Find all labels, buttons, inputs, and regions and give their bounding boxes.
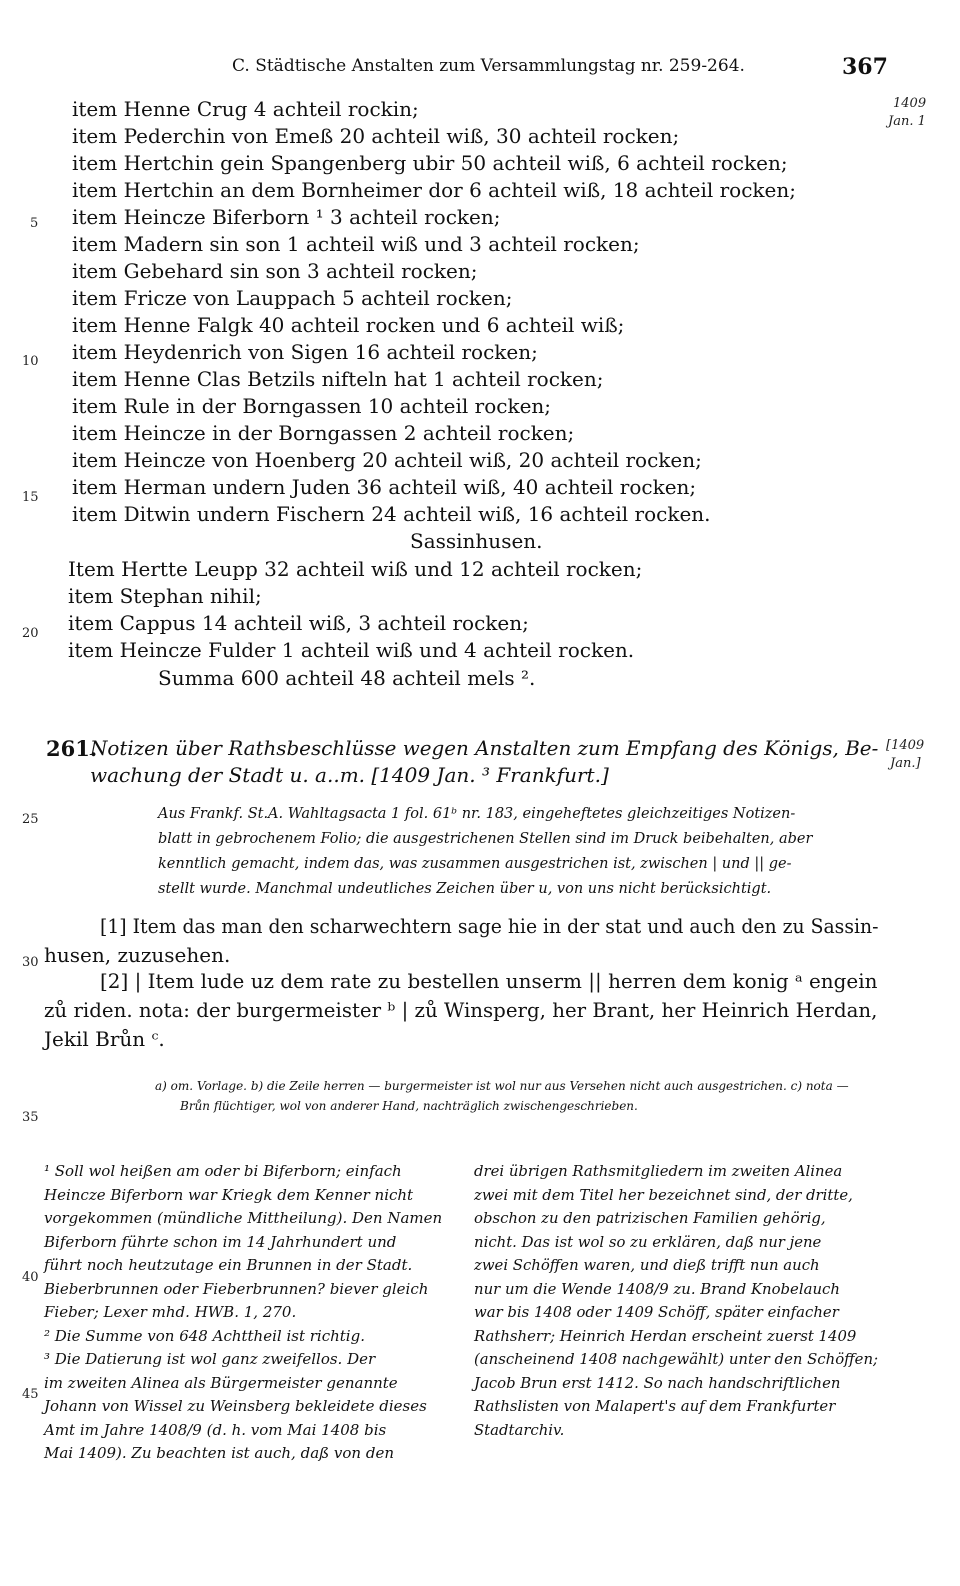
list-line: item Madern sin son 1 achteil wiß und 3 achteil rocken; [72, 232, 640, 256]
footnote-line: Stadtarchiv. [474, 1420, 565, 1439]
list-line: item Pederchin von Emeß 20 achteil wiß, 30 achteil rocken; [72, 124, 680, 148]
text-line: husen, zuzusehen. [44, 943, 231, 967]
footnote-line: Rathslisten von Malapert's auf dem Frankfurter [474, 1397, 836, 1415]
list-line: item Heincze von Hoenberg 20 achteil wiß, 20 achteil rocken; [72, 448, 702, 472]
line-number: 45 [22, 1387, 39, 1402]
footnote-line: war bis 1408 oder 1409 Schöff, später einfacher [474, 1303, 839, 1321]
contribution-list [72, 96, 796, 528]
footnote-line: Heincze Biferborn war Kriegk dem Kenner nicht [44, 1185, 414, 1204]
list-line: Item Hertte Leupp 32 achteil wiß und 12 achteil rocken; [68, 557, 643, 581]
section-title-line-1: Notizen über Rathsbeschlüsse wegen Anstalten zum Empfang des Königs, Be- [90, 736, 879, 760]
footnote-line: vorgekommen (mündliche Mittheilung). Den Namen [44, 1209, 443, 1227]
footnote-line: Mai 1409). Zu beachten ist auch, daß von den [44, 1444, 394, 1462]
footnote-line: Fieber; Lexer mhd. HWB. 1, 270. [44, 1303, 297, 1321]
list-line: item Ditwin undern Fischern 24 achteil wiß, 16 achteil rocken. [72, 502, 711, 526]
page-number: 367 [842, 54, 888, 80]
list-line: item Heincze in der Borngassen 2 achteil rocken; [72, 421, 575, 445]
list-line: item Cappus 14 achteil wiß, 3 achteil rocken; [68, 611, 529, 635]
list-line: item Heincze Fulder 1 achteil wiß und 4 achteil rocken. [68, 638, 635, 662]
list-line: item Heincze Biferborn ¹ 3 achteil rocken; [72, 205, 501, 229]
list-line: item Rule in der Borngassen 10 achteil rocken; [72, 394, 552, 418]
footnote-line: ¹ Soll wol heißen am oder bi Biferborn; einfach [44, 1162, 402, 1180]
line-number: 25 [22, 812, 39, 827]
footnote-line: zwei mit dem Titel her bezeichnet sind, der dritte, [474, 1185, 853, 1204]
list-line: item Henne Crug 4 achteil rockin; [72, 97, 419, 121]
text-line: Jekil Brůn ᶜ. [44, 1027, 165, 1051]
footnote-line: nicht. Das ist wol so zu erklären, daß nur jene [474, 1232, 822, 1251]
section-title-line-2: wachung der Stadt u. a..m. [1409 Jan. ³ Frankfurt.] [90, 763, 609, 787]
footnote-line: Biferborn führte schon im 14 Jahrhundert und [44, 1232, 397, 1251]
footnote-line: ² Die Summe von 648 Achttheil ist richtig. [44, 1326, 365, 1345]
line-number: 10 [22, 354, 39, 369]
section-margin-date: Jan.] [890, 756, 921, 771]
summa-line: Summa 600 achteil 48 achteil mels ². [158, 666, 536, 690]
list-line: item Stephan nihil; [68, 584, 262, 608]
source-note [158, 802, 812, 902]
line-number: 20 [22, 626, 39, 641]
running-header: C. Städtische Anstalten zum Versammlungstag nr. 259-264. [232, 56, 745, 76]
footnote-line: Rathsherr; Heinrich Herdan erscheint zuerst 1409 [474, 1326, 857, 1345]
text-line: [1] Item das man den scharwechtern sage hie in der stat und auch den zu Sassin- [100, 914, 879, 938]
margin-year: 1409 [893, 96, 927, 111]
text-line: zů riden. nota: der burgermeister ᵇ | zů Winsperg, her Brant, her Heinrich Herdan, [44, 998, 878, 1022]
list-line: item Fricze von Lauppach 5 achteil rocken; [72, 286, 513, 310]
footnote-line: drei übrigen Rathsmitgliedern im zweiten Alinea [474, 1162, 843, 1180]
list-line: item Henne Falgk 40 achteil rocken und 6 achteil wiß; [72, 313, 625, 337]
footnote-line: Bieberbrunnen oder Fieberbrunnen? biever gleich [44, 1279, 429, 1298]
margin-date: Jan. 1 [888, 114, 926, 129]
source-line: kenntlich gemacht, indem das, was zusammen ausgestrichen ist, zwischen | und || ge- [158, 856, 792, 872]
apparatus-line: a) om. Vorlage. b) die Zeile herren — burgermeister ist wol nur aus Versehen nicht auch ausgestrichen. c) nota — [155, 1079, 849, 1093]
line-number: 5 [30, 216, 39, 231]
line-number: 40 [22, 1270, 39, 1285]
footnotes-right-column [474, 1160, 882, 1442]
section-number: 261. [46, 736, 98, 761]
source-line: blatt in gebrochenem Folio; die ausgestrichenen Stellen sind im Druck beibehalten, aber [158, 831, 813, 847]
contribution-list-2 [68, 556, 642, 664]
footnote-line: führt noch heutzutage ein Brunnen in der Stadt. [44, 1256, 413, 1274]
section-margin-year: [1409 [886, 738, 925, 753]
source-line: stellt wurde. Manchmal undeutliches Zeichen über u, von uns nicht berücksichtigt. [158, 881, 772, 897]
list-line: item Herman undern Juden 36 achteil wiß, 40 achteil rocken; [72, 475, 697, 499]
list-line: item Hertchin an dem Bornheimer dor 6 achteil wiß, 18 achteil rocken; [72, 178, 796, 202]
footnote-line: zwei Schöffen waren, und dieß trifft nun auch [474, 1256, 820, 1274]
footnotes-left-column [44, 1160, 442, 1466]
footnote-line: obschon zu den patrizischen Familien gehörig, [474, 1209, 826, 1227]
footnote-line: Jacob Brun erst 1412. So nach handschriftlichen [474, 1373, 841, 1392]
list-line: item Heydenrich von Sigen 16 achteil rocken; [72, 340, 538, 364]
line-number: 30 [22, 955, 39, 970]
line-number: 15 [22, 490, 39, 505]
footnote-line: ³ Die Datierung ist wol ganz zweifellos. Der [44, 1350, 376, 1368]
list-line: item Henne Clas Betzils nifteln hat 1 achteil rocken; [72, 367, 604, 391]
footnote-line: Johann von Wissel zu Weinsberg bekleidete dieses [44, 1397, 427, 1415]
footnote-line: (anscheinend 1408 nachgewählt) unter den Schöffen; [474, 1350, 879, 1368]
footnote-line: im zweiten Alinea als Bürgermeister genannte [44, 1373, 398, 1392]
line-number: 35 [22, 1110, 39, 1125]
place-heading: Sassinhusen. [410, 529, 543, 553]
text-line: [2] | Item lude uz dem rate zu bestellen unserm || herren dem konig ᵃ engein [100, 969, 878, 993]
list-line: item Hertchin gein Spangenberg ubir 50 achteil wiß, 6 achteil rocken; [72, 151, 788, 175]
source-line: Aus Frankf. St.A. Wahltagsacta 1 fol. 61ᵇ nr. 183, eingeheftetes gleichzeitiges Notizen- [158, 806, 796, 822]
list-line: item Gebehard sin son 3 achteil rocken; [72, 259, 478, 283]
apparatus-line: Brůn flüchtiger, wol von anderer Hand, nachträglich zwischengeschrieben. [180, 1099, 638, 1113]
footnote-line: nur um die Wende 1408/9 zu. Brand Knobelauch [474, 1279, 840, 1298]
footnote-line: Amt im Jahre 1408/9 (d. h. vom Mai 1408 bis [44, 1420, 387, 1439]
